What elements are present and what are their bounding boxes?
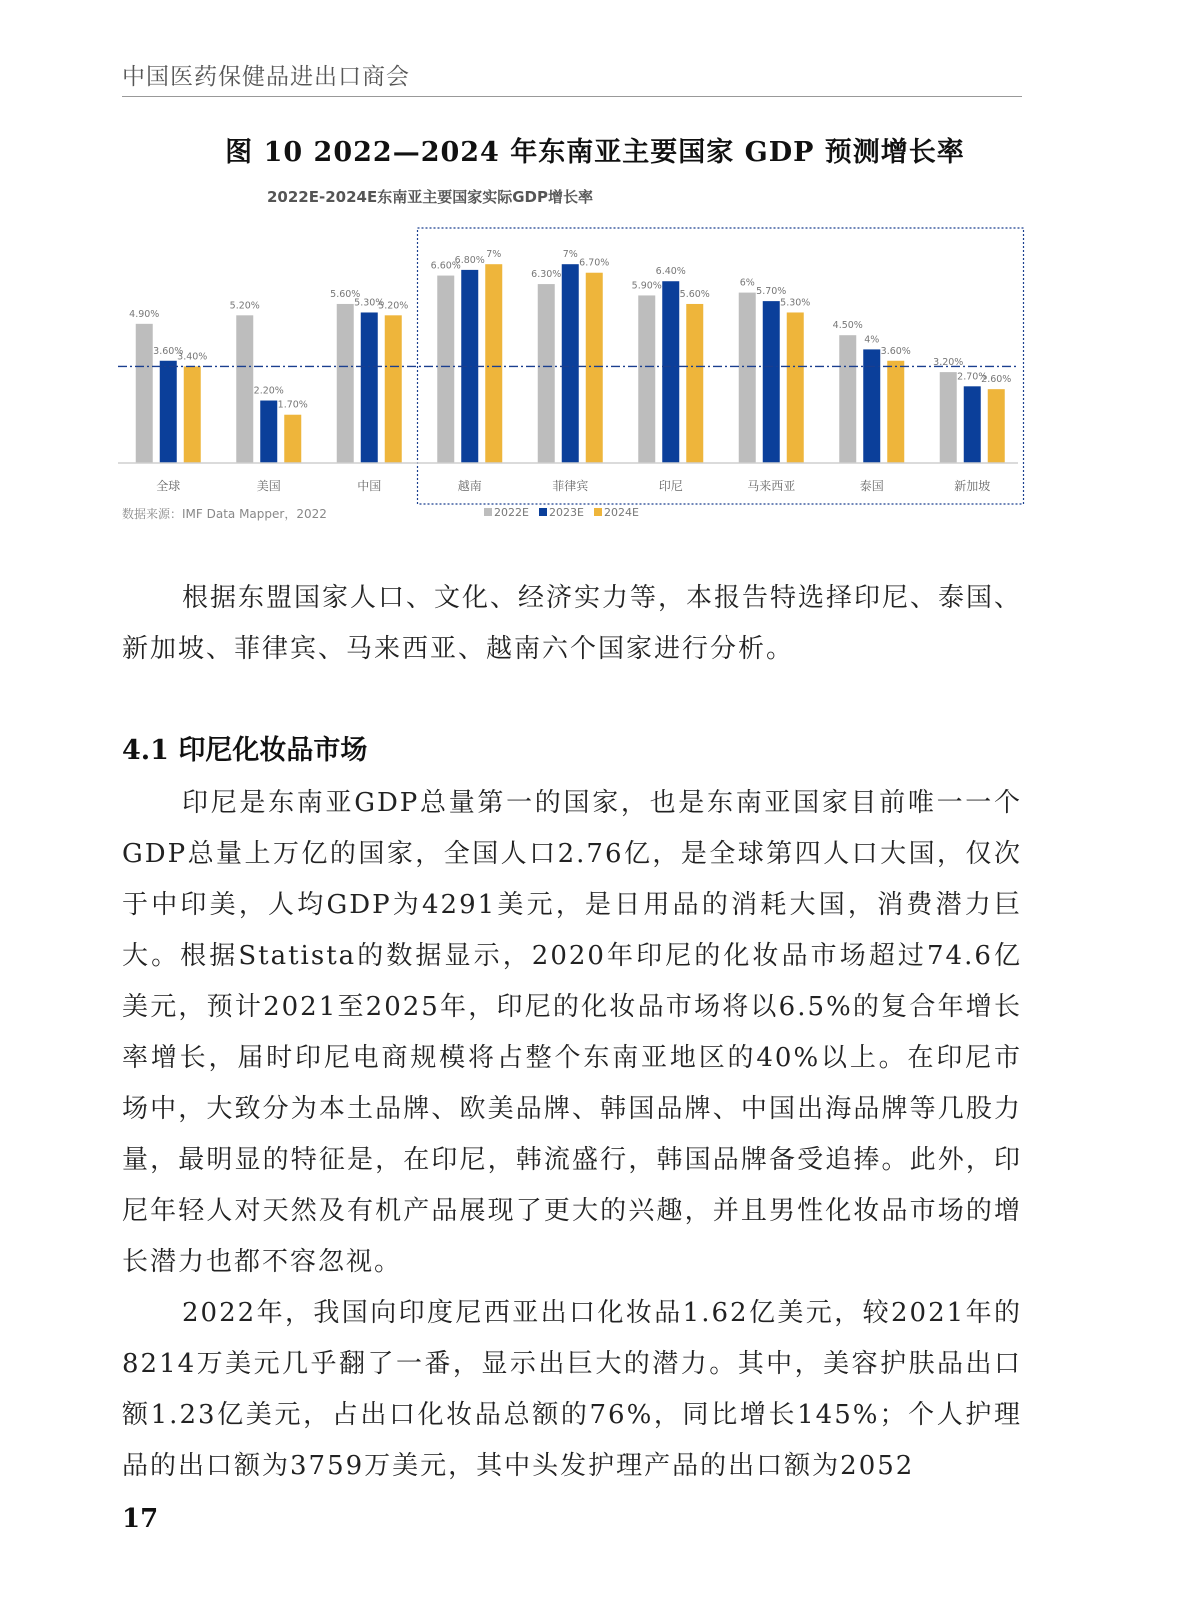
data-label-2023E-泰国: 4% (864, 334, 880, 346)
data-label-2024E-中国: 5.20% (378, 300, 409, 312)
data-label-2023E-全球: 3.60% (153, 345, 184, 357)
bar-2022E-马来西亚 (739, 293, 756, 463)
gdp-growth-chart (118, 178, 1038, 548)
figure-title: 图 10 2022—2024 年东南亚主要国家 GDP 预测增长率 (225, 137, 965, 168)
data-label-2022E-全球: 4.90% (129, 308, 160, 320)
data-label-2023E-中国: 5.30% (354, 297, 385, 309)
data-label-2023E-美国: 2.20% (253, 385, 284, 397)
data-label-2023E-新加坡: 2.70% (957, 371, 988, 383)
data-label-2022E-越南: 6.60% (430, 260, 461, 272)
bar-2022E-全球 (136, 324, 153, 463)
bar-2022E-印尼 (638, 295, 655, 463)
bar-2024E-印尼 (686, 304, 703, 463)
data-label-2022E-美国: 5.20% (229, 300, 260, 312)
legend-label-2023E: 2023E (549, 506, 584, 519)
data-label-2022E-马来西亚: 6% (739, 277, 755, 289)
bar-2022E-新加坡 (940, 372, 957, 463)
x-tick-label-美国: 美国 (256, 479, 281, 493)
data-label-2024E-菲律宾: 6.70% (579, 257, 610, 269)
data-label-2024E-美国: 1.70% (277, 399, 308, 411)
chart-canvas (118, 178, 1038, 548)
bar-2024E-越南 (485, 264, 502, 463)
bar-2023E-全球 (160, 361, 177, 463)
data-label-2022E-印尼: 5.90% (631, 280, 662, 292)
x-tick-label-全球: 全球 (156, 479, 181, 493)
data-label-2022E-泰国: 4.50% (832, 320, 863, 332)
bar-2023E-马来西亚 (763, 301, 780, 463)
section-title: 4.1 印尼化妆品市场 (122, 735, 368, 766)
legend-label-2022E: 2022E (494, 506, 529, 519)
x-tick-label-越南: 越南 (457, 479, 482, 493)
bar-2024E-新加坡 (988, 389, 1005, 463)
data-label-2024E-泰国: 3.60% (880, 345, 911, 357)
x-tick-label-马来西亚: 马来西亚 (747, 479, 796, 493)
bar-2024E-泰国 (887, 361, 904, 463)
data-label-2023E-越南: 6.80% (454, 254, 485, 266)
bar-2022E-中国 (337, 304, 354, 463)
data-label-2022E-菲律宾: 6.30% (531, 269, 562, 281)
paragraph-2: 2022年，我国向印度尼西亚出口化妆品1.62亿美元，较2021年的8214万美元几乎翻了一番，显示出巨大的潜力。其中，美容护肤品出口额1.23亿美元，占出口化妆品总额的76%，同比增长145%；个人护理品的出口额为3759万美元，其中头发护理产品的出口额为2052 (122, 1298, 1022, 1481)
bar-2024E-全球 (184, 366, 201, 463)
page-number: 17 (122, 1504, 159, 1534)
bar-2022E-菲律宾 (538, 284, 555, 463)
paragraph-1: 印尼是东南亚GDP总量第一的国家，也是东南亚国家目前唯一一个GDP总量上万亿的国家，全国人口2.76亿，是全球第四人口大国，仅次于中印美，人均GDP为4291美元，是日用品的消耗大国，消费潜力巨大。根据Statista的数据显示，2020年印尼的化妆品市场超过74.6亿美元，预计2021至2025年，印尼的化妆品市场将以6.5%的复合年增长率增长，届时印尼电商规模将占整个东南亚地区的40%以上。在印尼市场中，大致分为本土品牌、欧美品牌、韩国品牌、中国出海品牌等几股力量，最明显的特征是，在印尼，韩流盛行，韩国品牌备受追捧。此外，印尼年轻人对天然及有机产品展现了更大的兴趣，并且男性化妆品市场的增长潜力也都不容忽视。 (122, 788, 1022, 1277)
bar-2023E-中国 (361, 312, 378, 463)
data-label-2024E-全球: 3.40% (177, 351, 208, 363)
bar-2022E-美国 (236, 315, 253, 463)
intro-paragraph-block (122, 573, 1022, 675)
bar-2023E-新加坡 (964, 386, 981, 463)
bar-2024E-菲律宾 (586, 273, 603, 463)
data-label-2024E-马来西亚: 5.30% (780, 297, 811, 309)
data-label-2022E-中国: 5.60% (330, 288, 361, 300)
data-label-2024E-越南: 7% (486, 249, 502, 261)
x-tick-label-中国: 中国 (357, 479, 382, 493)
bar-2023E-菲律宾 (562, 264, 579, 463)
header-org-name: 中国医药保健品进出口商会 (122, 64, 410, 90)
chart-source: 数据来源：IMF Data Mapper，2022 (122, 507, 327, 521)
bar-2023E-印尼 (662, 281, 679, 463)
x-tick-label-泰国: 泰国 (859, 479, 884, 493)
header-divider (122, 96, 1022, 97)
legend-swatch-2023E (539, 508, 547, 516)
x-tick-label-印尼: 印尼 (658, 479, 683, 493)
legend-swatch-2024E (594, 508, 602, 516)
x-tick-label-新加坡: 新加坡 (954, 479, 991, 493)
data-label-2023E-印尼: 6.40% (655, 266, 686, 278)
body-text-block (122, 778, 1022, 1492)
chart-svg (118, 178, 1038, 548)
bar-2024E-美国 (284, 415, 301, 463)
data-label-2024E-新加坡: 2.60% (981, 374, 1012, 386)
bar-2024E-中国 (385, 315, 402, 463)
bar-2022E-泰国 (839, 335, 856, 463)
data-label-2023E-马来西亚: 5.70% (756, 286, 787, 298)
x-tick-label-菲律宾: 菲律宾 (552, 479, 589, 493)
bar-2023E-美国 (260, 401, 277, 463)
legend-label-2024E: 2024E (604, 506, 639, 519)
data-label-2024E-印尼: 5.60% (679, 288, 710, 300)
bar-2022E-越南 (437, 276, 454, 463)
data-label-2023E-菲律宾: 7% (562, 249, 578, 261)
legend-swatch-2022E (484, 508, 492, 516)
data-label-2022E-新加坡: 3.20% (933, 357, 964, 369)
intro-paragraph: 根据东盟国家人口、文化、经济实力等，本报告特选择印尼、泰国、新加坡、菲律宾、马来西亚、越南六个国家进行分析。 (122, 583, 1023, 664)
chart-title: 2022E-2024E东南亚主要国家实际GDP增长率 (267, 188, 593, 206)
bar-2024E-马来西亚 (787, 312, 804, 463)
